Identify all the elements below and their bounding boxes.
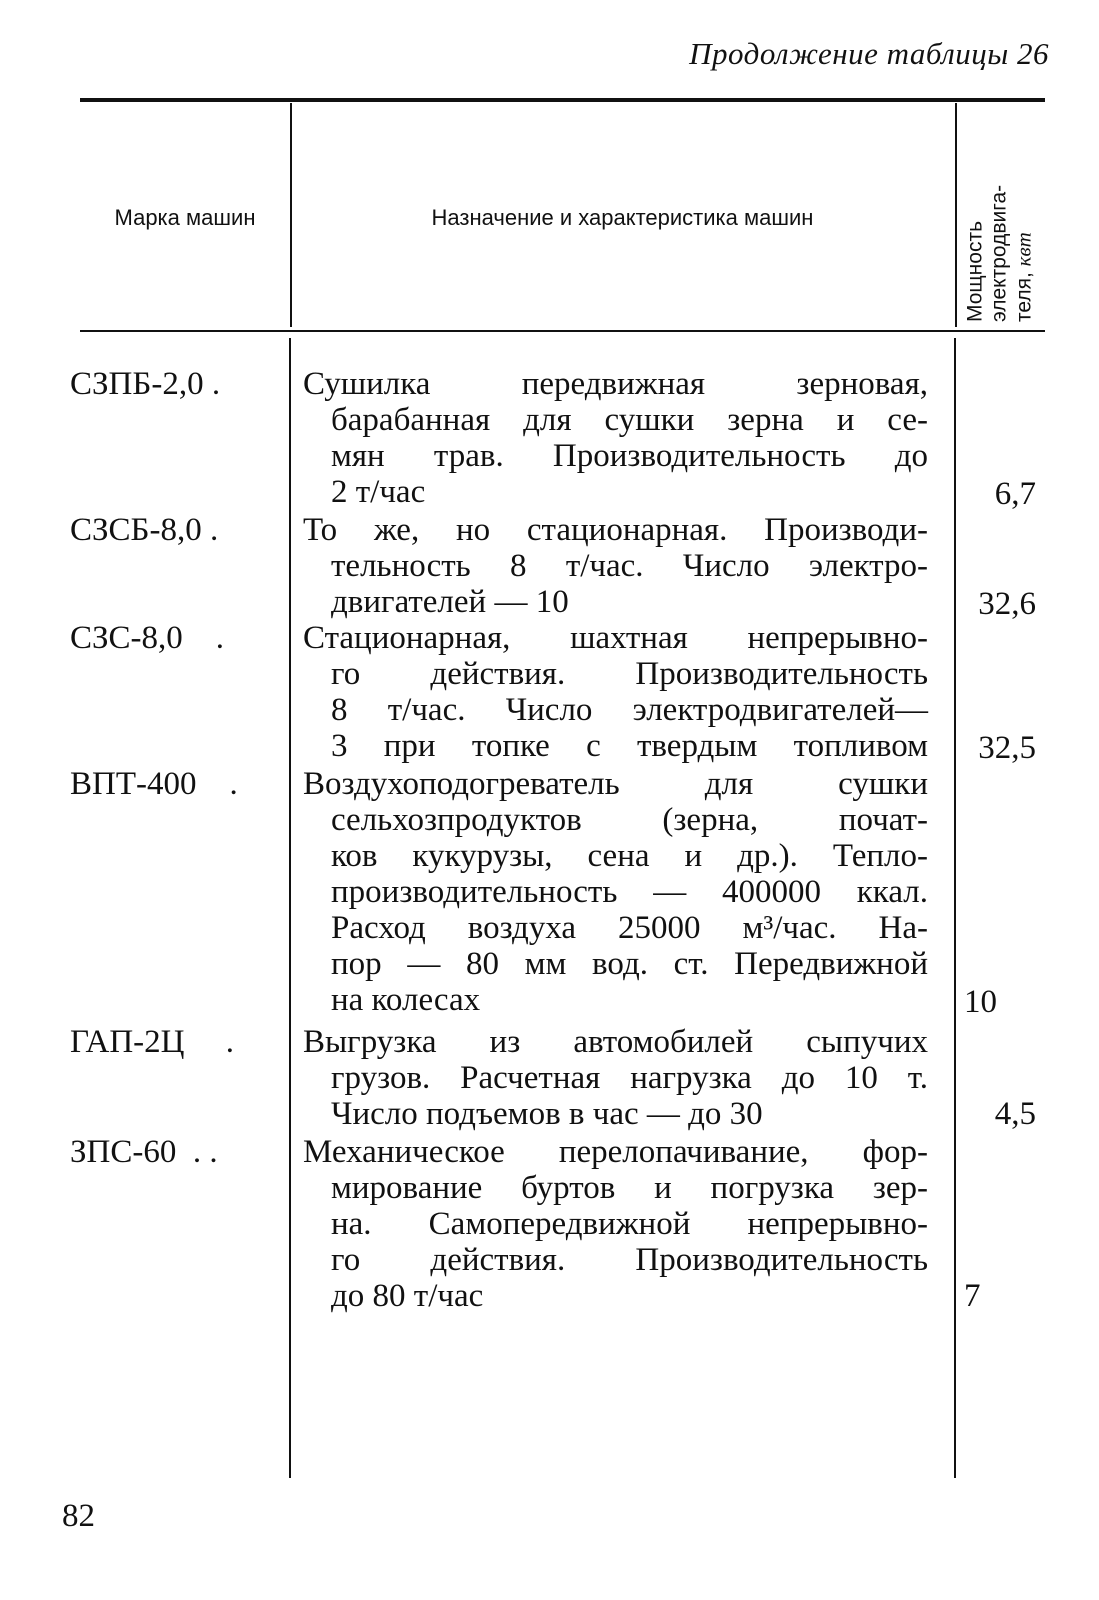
description-line: Сушилка передвижная зерновая, <box>303 366 928 402</box>
row-power: 6,7 <box>994 476 1036 512</box>
description-line: го действия. Производительность <box>331 656 928 692</box>
description-line: Расход воздуха 25000 м³/час. На- <box>331 910 928 946</box>
column-divider <box>954 338 956 1478</box>
row-brand: СЗС-8,0 . <box>70 620 225 656</box>
description-line: пор — 80 мм вод. ст. Передвижной <box>331 946 928 982</box>
row-description <box>303 620 928 764</box>
column-divider <box>290 103 292 327</box>
header-power-line: электродвига- <box>987 184 1011 322</box>
description-line: То же, но стационарная. Производи- <box>303 512 928 548</box>
description-line: производительность — 400000 ккал. <box>331 874 928 910</box>
description-line: сельхозпродуктов (зерна, почат- <box>331 802 928 838</box>
row-description <box>303 1134 928 1314</box>
description-line: барабанная для сушки зерна и се- <box>331 402 928 438</box>
header-description: Назначение и характеристика машин <box>431 205 814 230</box>
description-line: на колесах <box>331 982 481 1018</box>
row-power: 7 <box>964 1278 981 1314</box>
description-line: тельность 8 т/час. Число электро- <box>331 548 928 584</box>
description-line: двигателей — 10 <box>331 584 569 620</box>
header-power <box>958 106 1042 326</box>
description-line: 3 при топке с твердым топливом <box>331 728 928 764</box>
header-power-unit: квт <box>1011 232 1036 267</box>
row-brand: ВПТ-400 . <box>70 766 238 802</box>
table-top-rule <box>80 98 1045 102</box>
row-description <box>303 1024 928 1132</box>
description-line: Механическое перелопачивание, фор- <box>303 1134 928 1170</box>
column-divider <box>289 338 291 1478</box>
description-line: ков кукурузы, сена и др.). Тепло- <box>331 838 928 874</box>
row-power: 10 <box>964 984 997 1020</box>
row-power: 4,5 <box>994 1096 1036 1132</box>
description-line: мян трав. Производительность до <box>331 438 928 474</box>
row-power: 32,5 <box>978 730 1036 766</box>
description-line: мирование буртов и погрузка зер- <box>331 1170 928 1206</box>
row-brand: ЗПС-60 . . <box>70 1134 218 1170</box>
row-brand: ГАП-2Ц . <box>70 1024 234 1060</box>
table-header-rule <box>80 330 1045 332</box>
description-line: Стационарная, шахтная непрерывно- <box>303 620 928 656</box>
description-line: Число подъемов в час — до 30 <box>331 1096 763 1132</box>
row-brand: СЗСБ-8,0 . <box>70 512 219 548</box>
row-description <box>303 766 928 1018</box>
description-line: грузов. Расчетная нагрузка до 10 т. <box>331 1060 928 1096</box>
description-line: 2 т/час <box>331 474 426 510</box>
description-line: го действия. Производительность <box>331 1242 928 1278</box>
row-brand: СЗПБ-2,0 . <box>70 366 221 402</box>
row-power: 32,6 <box>978 586 1036 622</box>
description-line: Выгрузка из автомобилей сыпучих <box>303 1024 928 1060</box>
row-description <box>303 512 928 620</box>
description-line: на. Самопередвижной непрерывно- <box>331 1206 928 1242</box>
description-line: Воздухоподогреватель для сушки <box>303 766 928 802</box>
header-power-line: Мощность <box>963 220 987 322</box>
description-line: 8 т/час. Число электродвигателей— <box>331 692 928 728</box>
page-number: 82 <box>62 1498 95 1534</box>
table-caption: Продолжение таблицы 26 <box>689 36 1049 71</box>
column-divider <box>955 103 957 327</box>
description-line: до 80 т/час <box>331 1278 484 1314</box>
header-power-line: теля, квт <box>1011 232 1036 322</box>
row-description <box>303 366 928 510</box>
header-brand: Марка машин <box>114 205 256 230</box>
